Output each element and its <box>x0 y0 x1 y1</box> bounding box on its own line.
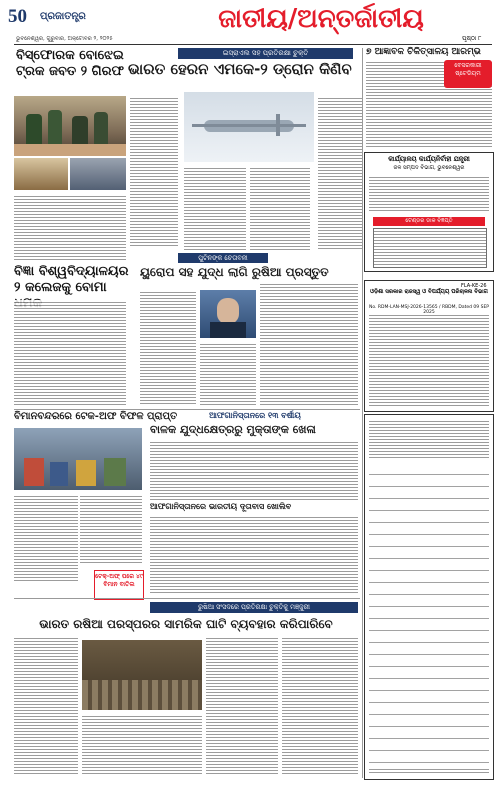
russia-kicker: ରୁଷିଆ ସଂସଦରେ ପ୍ରତିରକ୍ଷା ଚୁକ୍ତିକୁ ମଞ୍ଜୁରୀ <box>150 602 358 613</box>
putin-col2 <box>200 342 256 406</box>
afghan-headline: ବାଳକ ଯୁଦ୍ଧକ୍ଷେତ୍ରରୁ ମୁକ୍ତାଙ୍କ ଖେଳା <box>150 423 316 436</box>
drone-photo <box>184 92 314 162</box>
university-body <box>14 300 126 406</box>
airport-photo <box>14 428 142 490</box>
tender-table-advert <box>364 414 494 780</box>
advert-body <box>369 313 489 407</box>
parliament-photo <box>82 640 202 710</box>
anniversary-logo <box>8 6 40 28</box>
stadium-badge: ବେସରକାରୀ ଷ୍ଟେଡିୟମ <box>444 60 492 88</box>
university-headline: ବିଜ୍ଞା ବିଶ୍ୱବିଦ୍ୟାଳୟର ୨ କଲେଜକୁ ବୋମା <box>14 264 129 295</box>
russia-body-col2 <box>82 714 202 774</box>
putin-col1 <box>140 290 196 406</box>
page-title: ଜାତୀୟ/ଅନ୍ତର୍ଜାତୀୟ <box>218 4 424 34</box>
advert-dept: ଓଡ଼ିଶା ସରକାର ରାଜସ୍ୱ ଓ ବିପର୍ଯ୍ୟୟ ପରିଚାଳନା ବିଭାଗ <box>370 289 488 295</box>
main-story-col2 <box>184 166 246 250</box>
notice-subtitle: ଜଳ ସମ୍ପଦ ବିଭାଗ, ଭୁବନେଶ୍ୱର <box>393 165 465 171</box>
table-signature-row <box>369 767 489 775</box>
notice-table-caption: ଟେଣ୍ଡର ଡାକ ବିଜ୍ଞପ୍ତି <box>373 217 485 226</box>
flight-body-col1 <box>14 494 78 582</box>
date-line: ଭୁବନେଶ୍ୱର, ଗୁରୁବାର, ଅକ୍ଟୋବର ୨, ୨୦୨୫ <box>16 36 113 42</box>
section-rule-2 <box>14 598 360 599</box>
afghan-sub-headline: ଆଫଗାନିସ୍ତାନରେ ଭାରତୀୟ ଦୂତାବାସ ଖୋଲିବ <box>150 502 292 511</box>
flight-body-col2 <box>80 494 142 564</box>
masthead <box>0 0 500 44</box>
right-top-headline: ୭ ଆଜ୍ଞାବକ ଚିକିତ୍ସାଳୟ ଆରମ୍ଭ <box>366 47 481 57</box>
putin-photo <box>200 290 256 338</box>
table-advert-body <box>369 419 489 459</box>
notice-table <box>373 228 487 268</box>
column-rule <box>362 48 363 778</box>
advert-code: FLA-KE-26 <box>461 283 487 289</box>
inset-photo <box>14 158 68 190</box>
afghan-kicker: ଆଫଗାନିସ୍ତାନରେ ୧୩ ବର୍ଷୀୟ <box>209 411 301 420</box>
notice-title: କାର୍ଯ୍ୟାଳୟ କାର୍ଯ୍ୟନିର୍ବାହୀ ଯନ୍ତ୍ରୀ <box>388 155 470 163</box>
notice-body <box>369 175 489 213</box>
advert-ref: No. RDM-LAN-MSJ-2026-13565 / RBDM, Dated 09 SEP <box>368 305 489 310</box>
main-story-col3 <box>250 166 310 250</box>
afghan-sub-body <box>150 515 358 595</box>
inset-photo-2 <box>70 158 126 190</box>
truck-story-body <box>14 194 126 260</box>
tender-notice <box>364 152 494 272</box>
paper-name: ପ୍ରଜାତନ୍ତ୍ର <box>40 11 86 22</box>
main-story-col4 <box>318 96 363 250</box>
main-kicker: ଇସ୍ରାଏଲ ସହ ପ୍ରତିରକ୍ଷା ଚୁକ୍ତି <box>178 48 353 59</box>
truck-photo <box>14 96 126 156</box>
masthead-rule <box>14 44 492 45</box>
afghan-body <box>150 440 358 500</box>
page-number: ପୃଷ୍ଠା ୮ <box>462 35 482 42</box>
anniversary-number: 50 <box>8 6 27 27</box>
section-rule <box>14 409 360 410</box>
russia-body-col1 <box>14 636 78 774</box>
main-headline: ଭାରତ ହେରନ ଏମକେ-୨ ଡ୍ରୋନ କିଣିବ <box>128 60 352 78</box>
headline-explosive-truck: ବିସ୍ଫୋରକ ବୋଝେଇ ଟ୍ରକ ଜବତ ୨ ଗିରଫ <box>16 48 124 79</box>
table-grid <box>369 463 489 763</box>
main-story-col1 <box>130 96 178 246</box>
putin-kicker: ପୁଟିନଙ୍କ ଚେତାବନୀ <box>178 253 268 263</box>
govt-advert <box>364 280 494 412</box>
russia-body-col3 <box>206 636 278 774</box>
flight-box-label: ଟେକ୍-ଅଫ୍ ପରେ ୪୯ ବିମାନ ବାତିଲ <box>94 570 144 600</box>
putin-col3 <box>260 282 358 406</box>
russia-headline: ଭାରତ ରଷିଆ ପରସ୍ପରର ସାମରିକ ଘାଟି ବ୍ୟବହାର କରିପାରିବେ <box>39 617 333 631</box>
russia-body-col4 <box>282 636 358 774</box>
flight-headline: ବିମାନବନ୍ଦରରେ ଟେକ-ଅଫ ବିଫଳ ପ୍ରାପ୍ତ <box>14 411 178 422</box>
putin-headline: ୟୁରୋପ ସହ ଯୁଦ୍ଧ ଲାଗି ରୁଷିଆ ପ୍ରସ୍ତୁତ <box>140 265 329 279</box>
